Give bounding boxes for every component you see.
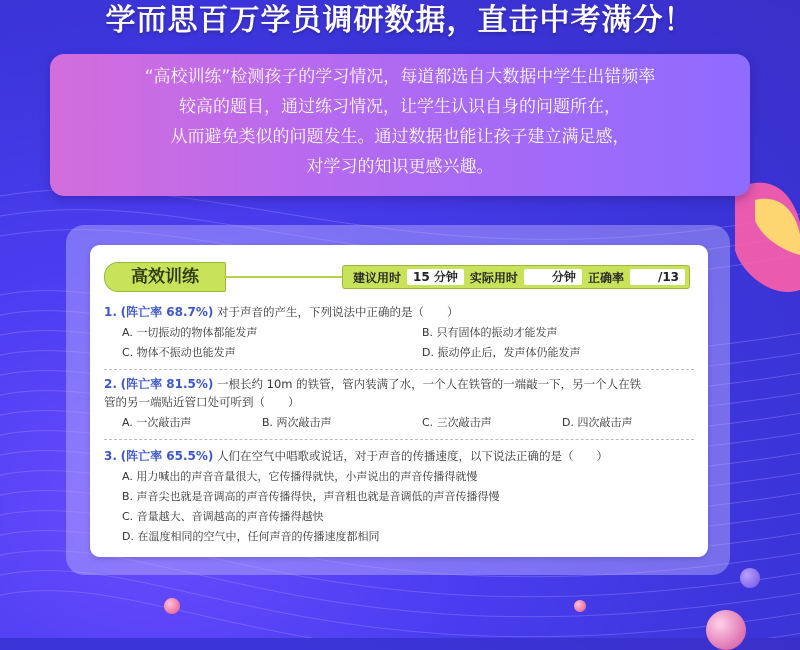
actual-time-field[interactable]: 分钟 bbox=[524, 269, 582, 285]
option-c[interactable]: C. 音量越大、音调越高的声音传播得越快 bbox=[122, 510, 324, 523]
intro-line: 较高的题目，通过练习情况，让学生认识自身的问题所在， bbox=[179, 97, 621, 117]
decor-bubble bbox=[164, 598, 180, 614]
option-b[interactable]: B. 声音尖也就是音调高的声音传播得快，声音粗也就是音调低的声音传播得慢 bbox=[122, 490, 500, 503]
error-rate: (阵亡率 65.5%) bbox=[120, 449, 214, 463]
decor-bubble bbox=[740, 568, 760, 588]
decor-bubble bbox=[706, 610, 746, 650]
intro-line: 从而避免类似的问题发生。通过数据也能让孩子建立满足感， bbox=[170, 127, 630, 147]
metrics-bar bbox=[342, 265, 690, 289]
error-rate: (阵亡率 68.7%) bbox=[120, 305, 214, 319]
question-number: 1. bbox=[104, 305, 117, 319]
question-number: 3. bbox=[104, 449, 117, 463]
intro-line: 对学习的知识更感兴趣。 bbox=[306, 157, 494, 177]
option-d[interactable]: D. 在温度相同的空气中，任何声音的传播速度都相同 bbox=[122, 530, 380, 543]
question-2 bbox=[104, 375, 694, 434]
options bbox=[104, 324, 694, 364]
question-stem: 对于声音的产生，下列说法中正确的是（ ） bbox=[217, 305, 459, 319]
question-stem-cont: 管的另一端贴近管口处可听到（ ） bbox=[104, 395, 300, 409]
intro-text bbox=[50, 62, 750, 182]
options bbox=[104, 414, 694, 434]
question-stem: 人们在空气中唱歌或说话，对于声音的传播速度，以下说法正确的是（ ） bbox=[217, 449, 609, 463]
option-a[interactable]: A. 一次敲击声 bbox=[122, 416, 192, 429]
question-3 bbox=[104, 447, 694, 548]
option-c[interactable]: C. 物体不振动也能发声 bbox=[122, 346, 236, 359]
accuracy-field[interactable]: /13 bbox=[630, 269, 685, 285]
exercise-card bbox=[90, 245, 708, 557]
options bbox=[104, 468, 694, 548]
option-d[interactable]: D. 振动停止后，发声体仍能发声 bbox=[422, 346, 581, 359]
option-c[interactable]: C. 三次敲击声 bbox=[422, 416, 492, 429]
question-number: 2. bbox=[104, 377, 117, 391]
tag-divider bbox=[224, 276, 342, 278]
option-b[interactable]: B. 两次敲击声 bbox=[262, 416, 332, 429]
section-tag: 高效训练 bbox=[104, 262, 226, 292]
question-1 bbox=[104, 303, 694, 364]
option-b[interactable]: B. 只有固体的振动才能发声 bbox=[422, 326, 558, 339]
error-rate: (阵亡率 81.5%) bbox=[120, 377, 214, 391]
actual-time-label: 实际用时 bbox=[469, 270, 518, 285]
suggested-time-value: 15 分钟 bbox=[407, 269, 464, 285]
question-stem: 一根长约 10m 的铁管，管内装满了水，一个人在铁管的一端敲一下，另一个人在铁 bbox=[217, 377, 642, 391]
intro-panel bbox=[50, 54, 750, 196]
decor-bubble bbox=[574, 600, 586, 612]
divider bbox=[104, 369, 694, 370]
decor-blob bbox=[735, 183, 800, 292]
option-a[interactable]: A. 用力喊出的声音音量很大，它传播得就快，小声说出的声音传播得就慢 bbox=[122, 470, 478, 483]
accuracy-label: 正确率 bbox=[587, 270, 624, 285]
option-d[interactable]: D. 四次敲击声 bbox=[562, 416, 633, 429]
option-a[interactable]: A. 一切振动的物体都能发声 bbox=[122, 326, 258, 339]
divider bbox=[104, 439, 694, 440]
intro-line: “高校训练”检测孩子的学习情况，每道都选自大数据中学生出错频率 bbox=[144, 67, 656, 87]
suggested-time-label: 建议用时 bbox=[353, 270, 402, 285]
page-headline: 学而思百万学员调研数据，直击中考满分！ bbox=[105, 3, 695, 38]
